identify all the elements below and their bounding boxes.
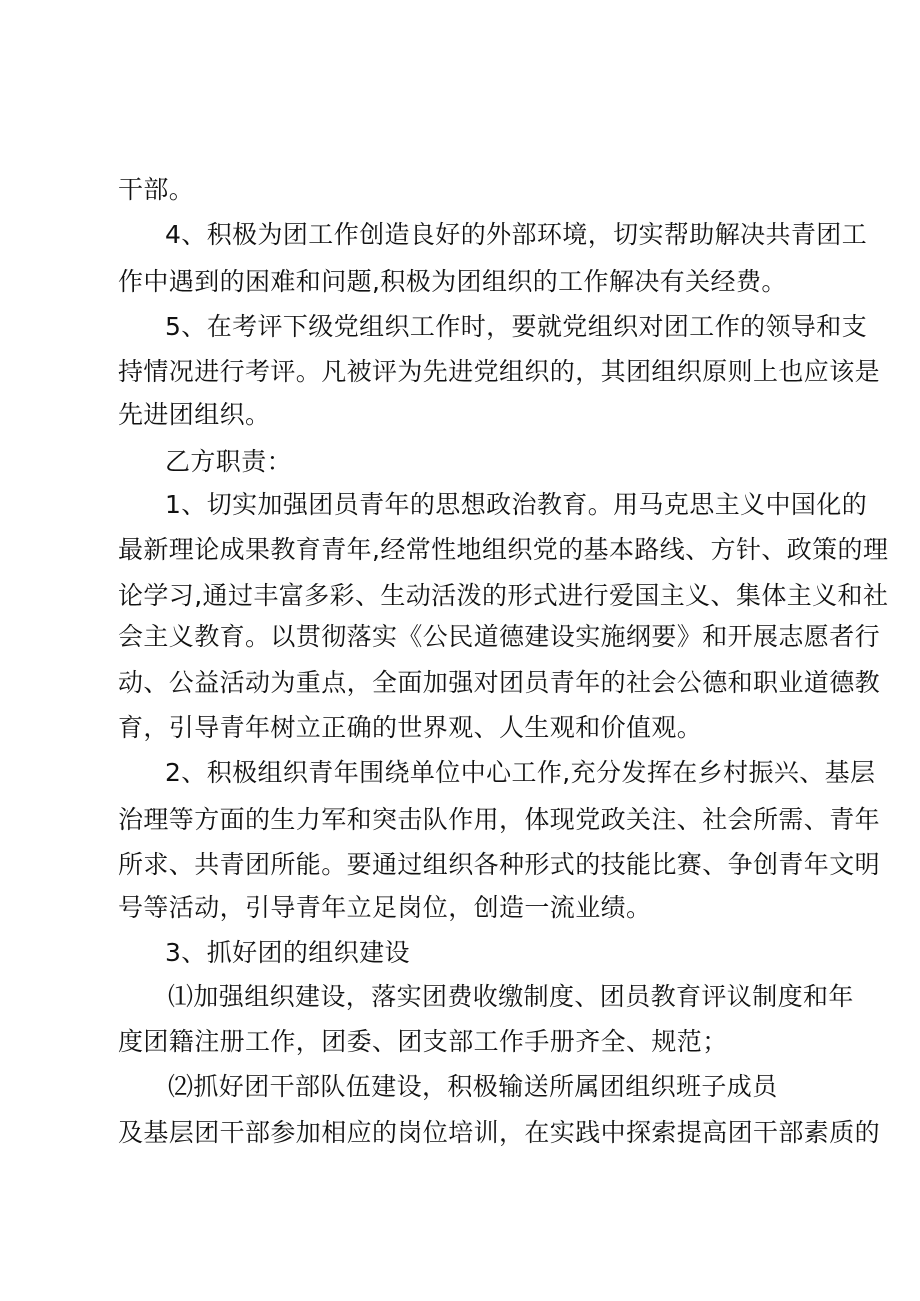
paragraph-line: 1、切实加强团员青年的思想政治教育。用马克思主义中国化的 [165,490,868,519]
paragraph-line: 所求、共青团所能。要通过组织各种形式的技能比赛、争创青年文明 [118,850,881,879]
paragraph-line: 动、公益活动为重点，全面加强对团员青年的社会公德和职业道德教 [118,668,881,697]
paragraph-line: ⑴加强组织建设，落实团费收缴制度、团员教育评议制度和年 [168,982,854,1011]
paragraph-line: 号等活动，引导青年立足岗位，创造一流业绩。 [118,893,652,922]
paragraph-line: 会主义教育。以贯彻落实《公民道德建设实施纲要》和开展志愿者行 [118,622,881,651]
paragraph-line: 治理等方面的生力军和突击队作用，体现党政关注、社会所需、青年 [118,805,881,834]
paragraph-line: 3、抓好团的组织建设 [165,938,410,967]
paragraph-line: 2、积极组织青年围绕单位中心工作,充分发挥在乡村振兴、基层 [165,758,876,787]
paragraph-line: 干部。 [118,175,195,204]
paragraph-line: 度团籍注册工作，团委、团支部工作手册齐全、规范； [118,1027,728,1056]
paragraph-line: ⑵抓好团干部队伍建设，积极输送所属团组织班子成员 [168,1072,778,1101]
paragraph-line: 先进团组织。 [118,400,271,429]
paragraph-line: 作中遇到的困难和问题,积极为团组织的工作解决有关经费。 [118,267,787,296]
paragraph-line: 4、积极为团工作创造良好的外部环境，切实帮助解决共青团工 [165,220,868,249]
paragraph-line: 论学习,通过丰富多彩、生动活泼的形式进行爱国主义、集体主义和社 [118,581,889,610]
paragraph-line: 持情况进行考评。凡被评为先进党组织的，其团组织原则上也应该是 [118,357,881,386]
section-heading: 乙方职责： [165,447,293,476]
paragraph-line: 最新理论成果教育青年,经常性地组织党的基本路线、方针、政策的理 [118,535,889,564]
paragraph-line: 育，引导青年树立正确的世界观、人生观和价值观。 [118,713,703,742]
paragraph-line: 及基层团干部参加相应的岗位培训，在实践中探索提高团干部素质的 [118,1118,881,1147]
paragraph-line: 5、在考评下级党组织工作时，要就党组织对团工作的领导和支 [165,312,868,341]
